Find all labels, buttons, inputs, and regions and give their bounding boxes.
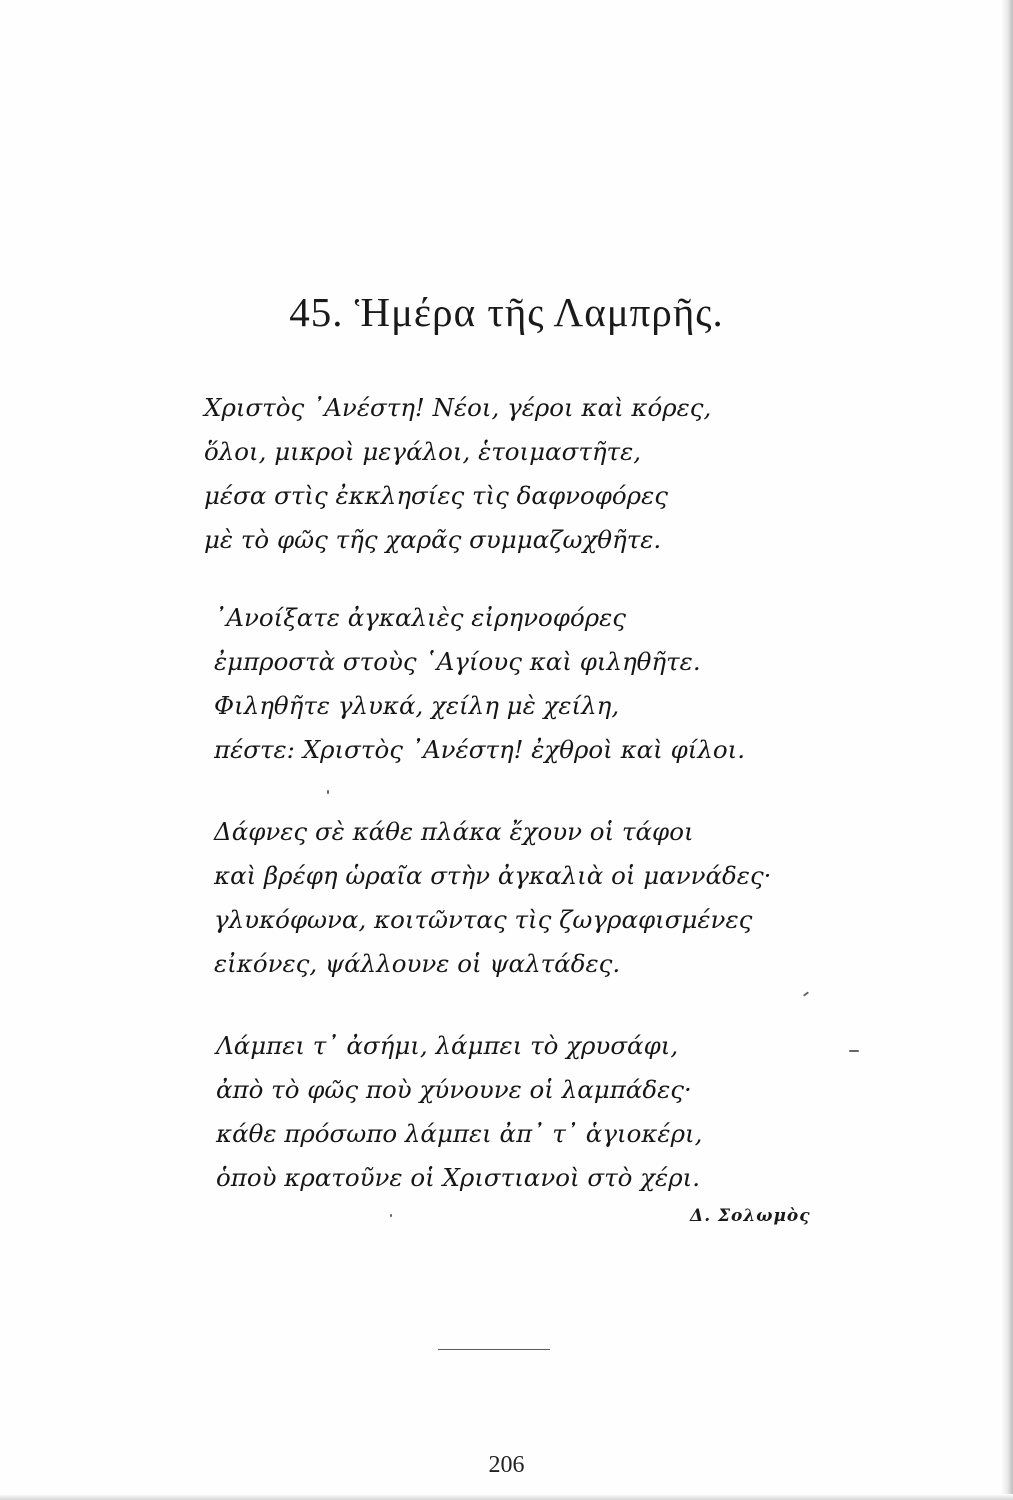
verse-line: ὁποὺ κρατοῦνε οἱ Χριστιανοὶ στὸ χέρι.	[216, 1163, 700, 1192]
verse-line: Δάφνες σὲ κάθε πλάκα ἔχουν οἱ τάφοι	[214, 817, 694, 846]
stanza-3	[214, 810, 854, 986]
verse-line: πέστε: Χριστὸς ᾿Ανέστη! ἐχθροὶ καὶ φίλοι.	[214, 735, 746, 764]
page-bottom-edge	[0, 1494, 1013, 1500]
verse-line: εἰκόνες, ψάλλουνε οἱ ψαλτάδες.	[214, 949, 621, 978]
stanza-4	[216, 1024, 856, 1200]
verse-line: καὶ βρέφη ὡραῖα στὴν ἀγκαλιὰ οἱ μαννάδες·	[214, 861, 772, 890]
verse-line: κάθε πρόσωπο λάμπει ἀπ᾿ τ᾿ ἁγιοκέρι,	[216, 1119, 703, 1148]
verse-line: Χριστὸς ᾿Ανέστη! Νέοι, γέροι καὶ κόρες,	[204, 393, 712, 422]
ink-speck	[803, 991, 809, 996]
verse-line: Φιληθῆτε γλυκά, χείλη μὲ χείλη,	[214, 691, 620, 720]
verse-line: ᾿Ανοίξατε ἀγκαλιὲς εἰρηνοφόρες	[214, 603, 626, 632]
ink-speck	[327, 790, 329, 794]
page-number: 206	[488, 1452, 525, 1478]
verse-line: Λάμπει τ᾿ ἀσήμι, λάμπει τὸ χρυσάφι,	[216, 1031, 679, 1060]
divider-rule	[438, 1349, 550, 1350]
verse-line: μέσα στὶς ἐκκλησίες τὶς δαφνοφόρες	[204, 481, 668, 510]
stanza-2	[214, 596, 854, 772]
ink-speck	[849, 1050, 859, 1052]
verse-line: μὲ τὸ φῶς τῆς χαρᾶς συμμαζωχθῆτε.	[204, 525, 662, 554]
verse-line: γλυκόφωνα, κοιτῶντας τὶς ζωγραφισμένες	[214, 905, 753, 934]
verse-line: ἐμπροστὰ στοὺς ῾Αγίους καὶ φιληθῆτε.	[214, 647, 701, 676]
poem-title: 45. Ἡμέρα τῆς Λαμπρῆς.	[289, 289, 724, 335]
stanza-1	[204, 386, 844, 562]
page-edge-shadow	[1001, 0, 1013, 1500]
verse-line: ὅλοι, μικροὶ μεγάλοι, ἑτοιμαστῆτε,	[204, 437, 642, 466]
verse-line: ἀπὸ τὸ φῶς ποὺ χύνουνε οἱ λαμπάδες·	[216, 1075, 692, 1104]
ink-speck	[390, 1214, 392, 1217]
author-signature: Δ. Σολωμὸς	[690, 1206, 811, 1226]
